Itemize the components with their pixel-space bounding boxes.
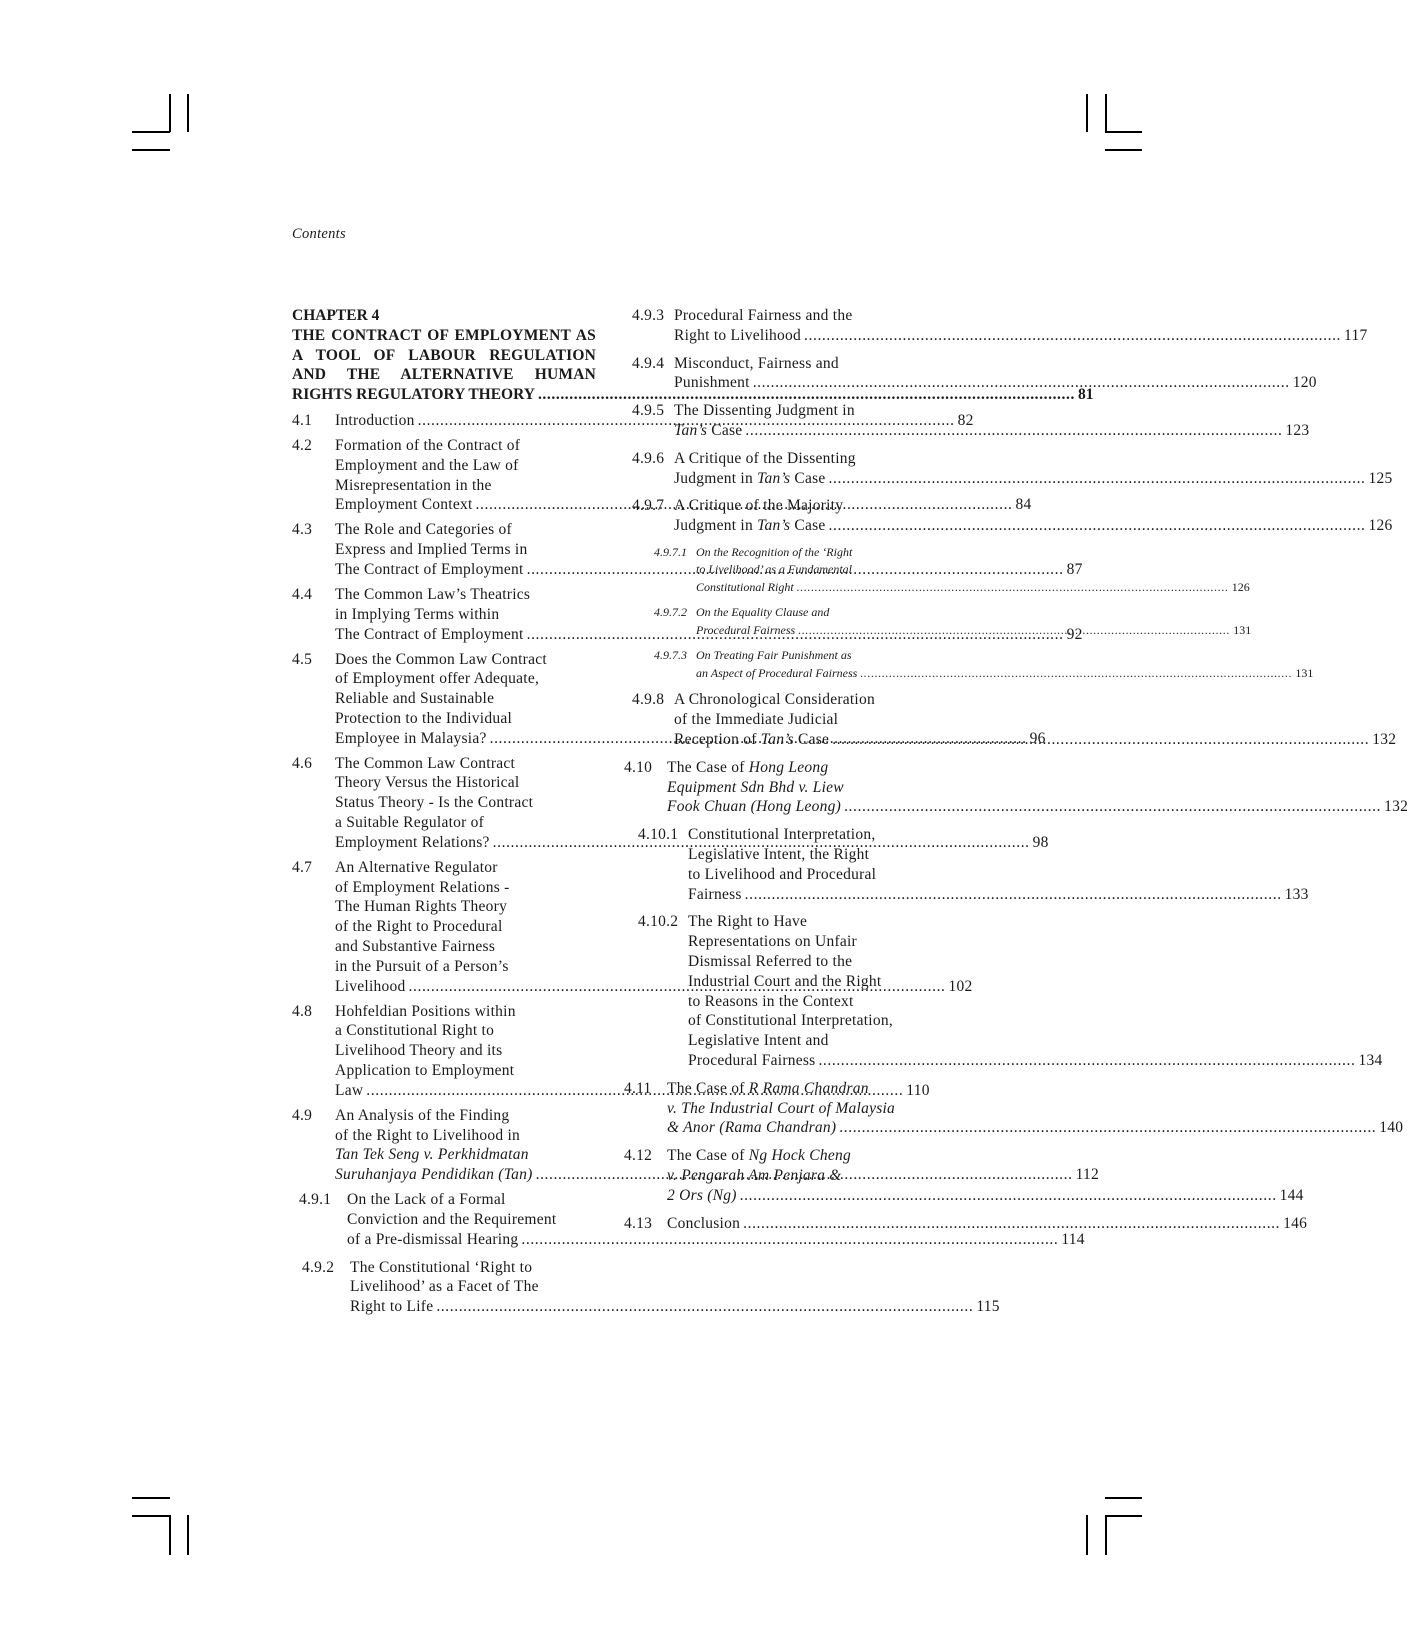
crop-mark-tr-h1 (1105, 131, 1142, 133)
page-number: 133 (1284, 885, 1309, 903)
crop-mark-tl-v1 (169, 94, 171, 132)
crop-mark-tr-v1 (1086, 94, 1088, 132)
page-number: 132 (1384, 798, 1408, 816)
toc-entry-4-9-2[interactable]: 4.9.2 The Constitutional ‘Right to Livelihood’ as a Facet of The Right to Life ..... 115 (292, 1258, 596, 1317)
crop-mark-tr-v2 (1105, 94, 1107, 132)
page-number: 102 (948, 977, 973, 995)
toc-entry-4-9-3[interactable]: 4.9.3 Procedural Fairness and the Right to Livelihood ..... 117 (632, 306, 930, 346)
toc-entry-4-9-4[interactable]: 4.9.4 Misconduct, Fairness and Punishment ..... 120 (632, 354, 930, 394)
chapter-label: CHAPTER 4 (292, 307, 380, 324)
page-number: 132 (1372, 731, 1397, 749)
page-number: 92 (1066, 625, 1083, 643)
crop-mark-tl-h1 (132, 131, 170, 133)
page-number: 82 (957, 411, 974, 429)
crop-mark-br-v2 (1105, 1515, 1107, 1555)
toc-entry-4-7[interactable]: 4.7 An Alternative Regulator of Employment Relations - The Human Rights Theory of the Right to Procedural and Substantive Fairness in the Pursuit of a Person’s Livelihood ..... 102 (292, 858, 596, 997)
toc-entry-4-10-2[interactable]: 4.10.2 The Right to Have Representations on Unfair Dismissal Referred to the Industrial Court and the Right to Reasons in the Context of Constitutional Interpretation, Legislative Intent and Procedural Fairness ..... 134 (632, 912, 930, 1070)
crop-mark-bl-h2 (132, 1515, 170, 1517)
crop-mark-br-h1 (1105, 1497, 1142, 1499)
page-number: 144 (1279, 1186, 1304, 1204)
toc-entry-4-12[interactable]: 4.12 The Case of Ng Hock Cheng v. Pengarah Am Penjara & 2 Ors (Ng) ..... 144 (632, 1146, 930, 1205)
toc-entry-4-10-1[interactable]: 4.10.1 Constitutional Interpretation, Legislative Intent, the Right to Livelihood and Procedural Fairness ..... 133 (632, 825, 930, 904)
toc-entry-4-9-7[interactable]: 4.9.7 A Critique of the Majority Judgment in Tan’s Case ..... 126 (632, 496, 930, 536)
toc-entry-4-4[interactable]: 4.4 The Common Law’s Theatrics in Implying Terms within The Contract of Employment ..... 92 (292, 585, 596, 644)
page-number: 140 (1379, 1119, 1404, 1137)
page-number: 87 (1066, 560, 1083, 578)
toc-entry-4-11[interactable]: 4.11 The Case of R Rama Chandran v. The Industrial Court of Malaysia & Anor (Rama Chandran) ..... 140 (632, 1079, 930, 1138)
page-number: 110 (906, 1081, 930, 1099)
crop-mark-bl-h1 (132, 1497, 170, 1499)
crop-mark-tl-v2 (187, 94, 189, 132)
page-number: 134 (1358, 1052, 1383, 1070)
page-number: 125 (1368, 469, 1393, 487)
crop-mark-tr-h2 (1105, 149, 1142, 151)
toc-entry-4-2[interactable]: 4.2 Formation of the Contract of Employment and the Law of Misrepresentation in the Employment Context ..... 84 (292, 436, 596, 515)
page-number: 131 (1233, 622, 1252, 637)
running-head: Contents (292, 226, 346, 242)
crop-mark-bl-v2 (187, 1515, 189, 1555)
toc-entry-4-9-8[interactable]: 4.9.8 A Chronological Consideration of the Immediate Judicial Reception of Tan’s Case ..... 132 (632, 690, 930, 749)
toc-entry-4-6[interactable]: 4.6 The Common Law Contract Theory Versus the Historical Status Theory - Is the Contract a Suitable Regulator of Employment Relations? ..... 98 (292, 754, 596, 853)
toc-entry-4-9-5[interactable]: 4.9.5 The Dissenting Judgment in Tan’s Case ..... 123 (632, 401, 930, 441)
crop-mark-br-v1 (1086, 1515, 1088, 1555)
page-number: 96 (1029, 729, 1046, 747)
page-number: 112 (1075, 1166, 1100, 1184)
page-number: 131 (1295, 665, 1314, 680)
toc-entry-4-10[interactable]: 4.10 The Case of Hong Leong Equipment Sdn Bhd v. Liew Fook Chuan (Hong Leong) ..... 132 (632, 758, 930, 817)
toc-entry-4-3[interactable]: 4.3 The Role and Categories of Express and Implied Terms in The Contract of Employment ..... 87 (292, 520, 596, 579)
toc-entry-4-9-1[interactable]: 4.9.1 On the Lack of a Formal Conviction and the Requirement of a Pre-dismissal Hearing ..... 114 (292, 1190, 596, 1249)
page-number: 126 (1231, 579, 1250, 594)
crop-mark-br-h2 (1105, 1515, 1142, 1517)
toc-entry-4-9-7-3[interactable]: 4.9.7.3 On Treating Fair Punishment as an Aspect of Procedural Fairness ..... 131 (632, 647, 930, 682)
chapter-title-last: RIGHTS REGULATORY THEORY ..... 81 (292, 385, 596, 405)
page-number: 146 (1283, 1214, 1308, 1232)
page-number: 120 (1292, 374, 1317, 392)
toc-entry-4-1[interactable]: 4.1 Introduction ..... 82 (292, 411, 596, 431)
page-number: 81 (1077, 386, 1094, 404)
page-number: 117 (1344, 326, 1368, 344)
toc-entry-4-8[interactable]: 4.8 Hohfeldian Positions within a Constitutional Right to Livelihood Theory and its Application to Employment Law ..... 110 (292, 1002, 596, 1101)
toc-entry-4-9[interactable]: 4.9 An Analysis of the Finding of the Right to Livelihood in Tan Tek Seng v. Perkhidmatan Suruhanjaya Pendidikan (Tan) ..... 112 (292, 1106, 596, 1185)
toc-entry-4-13[interactable]: 4.13 Conclusion ..... 146 (632, 1214, 930, 1234)
page-number: 114 (1061, 1230, 1085, 1248)
chapter-title-line: AND THE ALTERNATIVE HUMAN (292, 366, 596, 384)
page-number: 84 (1015, 496, 1032, 514)
crop-mark-tl-h2 (132, 149, 170, 151)
toc-entry-4-5[interactable]: 4.5 Does the Common Law Contract of Employment offer Adequate, Reliable and Sustainable Protection to the Individual Employee in Malaysia? ..... 96 (292, 650, 596, 749)
page-number: 98 (1032, 833, 1049, 851)
crop-mark-bl-v1 (169, 1515, 171, 1555)
toc-entry-4-9-6[interactable]: 4.9.6 A Critique of the Dissenting Judgment in Tan’s Case ..... 125 (632, 449, 930, 489)
chapter-title-line: THE CONTRACT OF EMPLOYMENT AS (292, 326, 596, 344)
toc-entry-4-9-7-2[interactable]: 4.9.7.2 On the Equality Clause and Procedural Fairness ..... 131 (632, 604, 930, 639)
chapter-title-line: A TOOL OF LABOUR REGULATION (292, 346, 596, 364)
page-number: 126 (1368, 517, 1393, 535)
toc-entry-4-9-7-1[interactable]: 4.9.7.1 On the Recognition of the ‘Right to Livelihood’ as a Fundamental Constitutional Right ..... 126 (632, 544, 930, 597)
page-number: 115 (976, 1298, 1000, 1316)
page-number: 123 (1285, 421, 1310, 439)
